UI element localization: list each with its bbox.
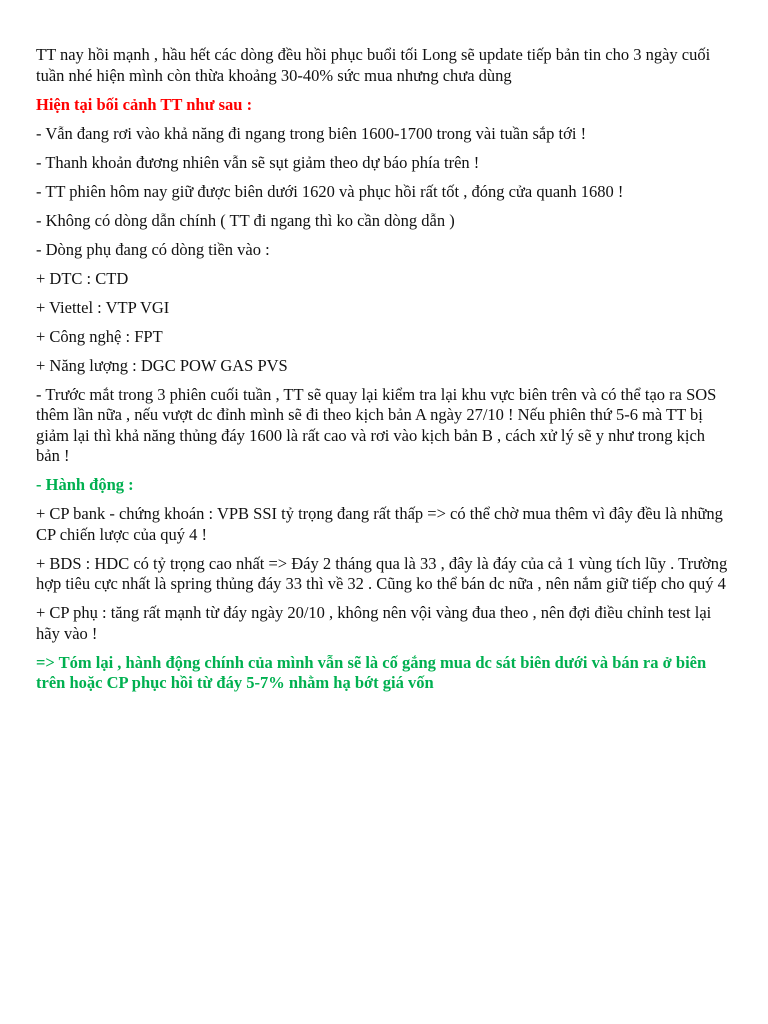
context-item: - Thanh khoản đương nhiên vẫn sẽ sụt giảm theo dự báo phía trên ! <box>36 152 480 172</box>
context-item: - Vẫn đang rơi vào khả năng đi ngang trong biên 1600-1700 trong vài tuần sắp tới ! <box>36 123 587 143</box>
sector-item: + DTC : CTD <box>36 268 129 288</box>
sector-item: + Viettel : VTP VGI <box>36 297 170 317</box>
context-item: - Trước mắt trong 3 phiên cuối tuần , TT sẽ quay lại kiểm tra lại khu vực biên trên và có thể tạo ra SOS thêm lần nữa , nếu vượt dc đỉnh mình sẽ đi theo kịch bản A ngày 27/10 ! Nếu phiên thứ 5-6 mà TT bị giảm lại thì khả năng thủng đáy 1600 là rất cao và rơi vào kịch bản B , cách xử lý sẽ y như trong kịch bản ! <box>36 384 717 465</box>
intro-paragraph: TT nay hồi mạnh , hầu hết các dòng đều hồi phục buổi tối Long sẽ update tiếp bản tin cho 3 ngày cuối tuần nhé hiện mình còn thừa khoảng 30-40% sức mua nhưng chưa dùng <box>36 45 711 85</box>
context-heading: Hiện tại bối cảnh TT như sau : <box>36 94 253 114</box>
context-item: - Không có dòng dẫn chính ( TT đi ngang thì ko cần dòng dẫn ) <box>36 210 455 230</box>
action-item: + CP bank - chứng khoán : VPB SSI tỷ trọng đang rất thấp => có thể chờ mua thêm vì đây đều là những CP chiến lược của quý 4 ! <box>36 504 723 544</box>
sector-item: + Năng lượng : DGC POW GAS PVS <box>36 355 288 375</box>
action-item: + CP phụ : tăng rất mạnh từ đáy ngày 20/10 , không nên vội vàng đua theo , nên đợi điều chỉnh test lại hãy vào ! <box>36 603 712 643</box>
action-item: + BDS : HDC có tỷ trọng cao nhất => Đáy 2 tháng qua là 33 , đây là đáy của cả 1 vùng tích lũy . Trường hợp tiêu cực nhất là spring thủng đáy 33 thì về 32 . Cũng ko thể bán dc nữa , nên nắm giữ tiếp cho quý 4 <box>36 553 728 593</box>
sector-item: + Công nghệ : FPT <box>36 326 163 346</box>
action-heading: - Hành động : <box>36 475 134 494</box>
context-item: - TT phiên hôm nay giữ được biên dưới 1620 và phục hồi rất tốt , đóng cửa quanh 1680 ! <box>36 181 624 201</box>
context-item: - Dòng phụ đang có dòng tiền vào : <box>36 239 270 259</box>
conclusion-paragraph: => Tóm lại , hành động chính của mình vẫn sẽ là cố gắng mua dc sát biên dưới và bán ra ở biên trên hoặc CP phục hồi từ đáy 5-7% nhằm hạ bớt giá vốn <box>36 652 707 692</box>
